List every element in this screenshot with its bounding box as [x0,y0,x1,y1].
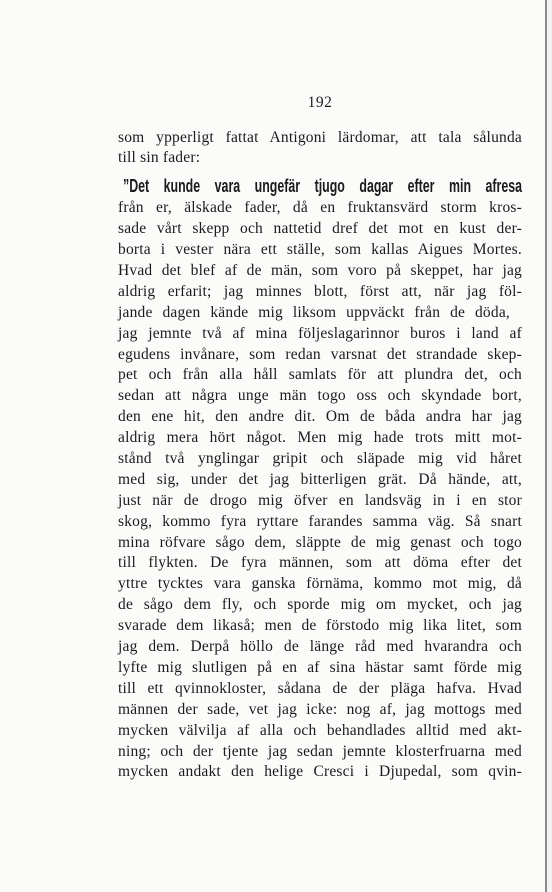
text-line: mina röfvare sågo dem, släppte de mig genast och togo [118,534,522,551]
text-line: borta i vester nära ett ställe, som kallas Aigues Mortes. [118,241,522,258]
text-line: som ypperligt fattat Antigoni lärdomar, att tala sålunda [118,129,522,146]
text-line: lyfte mig slutligen på en af sina hästar samt förde mig [118,659,522,676]
text-line: yttre tycktes vara ganska förnäma, kommo mot mig, då [118,575,522,592]
page-number: 192 [307,94,333,111]
text-line: mycken välvilja af alla och behandlades alltid med akt- [118,722,522,739]
text-line: sedan att några unge män togo oss och skyndade bort, [118,387,522,404]
text-line: egudens invånare, som redan varsnat det strandade skep- [118,346,522,363]
page-edge-line [545,0,547,892]
text-line: skog, kommo fyra ryttare farandes samma väg. Så snart [118,513,522,530]
text-line: de sågo dem fly, och sporde mig om mycket, och jag [118,596,522,613]
text-line: sade vårt skepp och nattetid dref det mot en kust der- [118,220,522,237]
text-line: till sin fader: [118,149,201,166]
text-line: Hvad det blef af de män, som voro på skeppet, har jag [118,262,522,279]
text-line: svarade dem likaså; men de förstodo mig lika litet, som [118,617,522,634]
text-line: jag jemnte två af mina följeslagarinnor buros i land af [118,325,522,342]
text-line: jag dem. Derpå höllo de länge råd med hvarandra och [118,638,522,655]
text-line: jande dagen kände mig liksom uppväckt från de döda, [118,304,510,321]
text-line: männen der sade, vet jag icke: nog af, jag mottogs med [118,701,522,718]
page-edge-shade [547,0,552,892]
text-line: stånd två ynglingar gripit och släpade mig vid håret [118,450,522,467]
text-line: just när de drogo mig öfver en landsväg in i en stor [118,492,522,509]
text-line: pet och från alla håll samlats för att plundra det, och [118,366,522,383]
opening-line: ”Det kunde vara ungefär tjugo dagar efter min afresa [123,176,523,196]
text-line: aldrig mera hört något. Men mig hade trots mitt mot- [118,429,522,446]
text-line: mycken andakt den helige Cresci i Djupedal, som qvin- [118,763,522,780]
text-line: från er, älskade fader, då en fruktansvärd storm kros- [118,199,522,216]
text-line: till ett qvinnokloster, sådana de der pläga hafva. Hvad [118,680,522,697]
text-line: den ene hit, den andre dit. Om de båda andra har jag [118,408,522,425]
text-line: till flykten. De fyra männen, som att döma efter det [118,554,522,571]
text-line: ning; och der tjente jag sedan jemnte klosterfruarna med [118,743,522,760]
text-line: med sig, under det jag bitterligen grät. Då hände, att, [118,471,522,488]
text-line: aldrig erfarit; jag minnes blott, först att, när jag föl- [118,283,522,300]
